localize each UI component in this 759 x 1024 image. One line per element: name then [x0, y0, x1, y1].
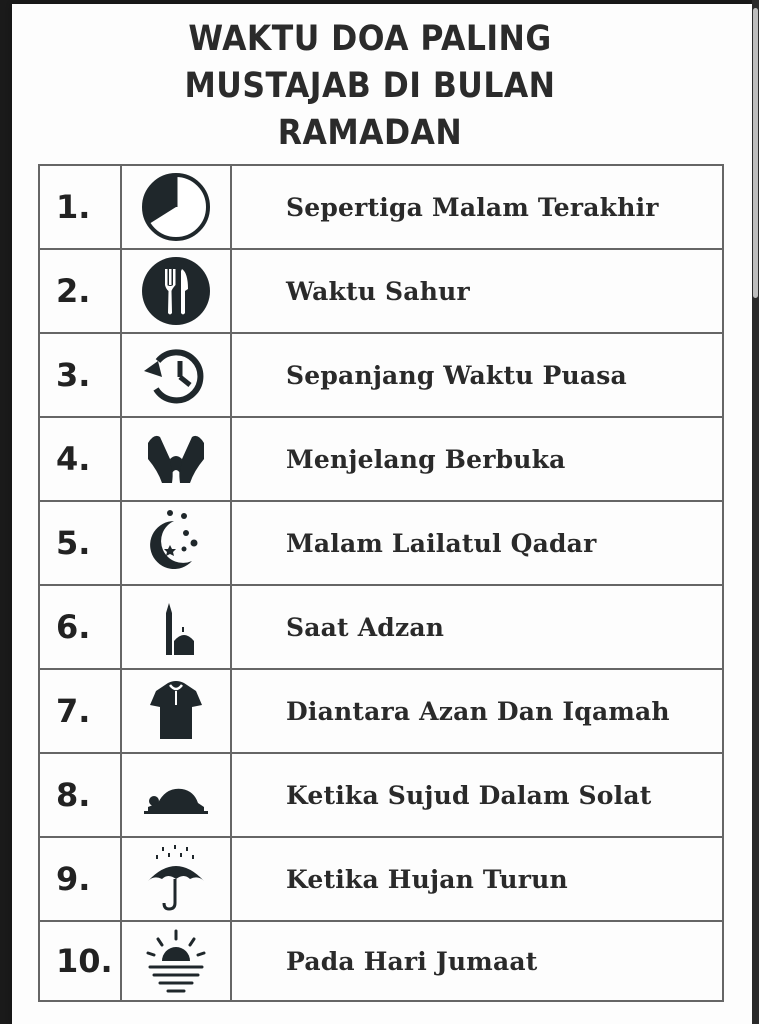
row-number: 10.: [39, 921, 121, 1001]
row-label: Malam Lailatul Qadar: [231, 501, 723, 585]
title-line-2: MUSTAJAB DI BULAN: [184, 66, 556, 106]
table-row: [39, 249, 723, 333]
row-number: 2.: [39, 249, 121, 333]
clock-third-icon: [140, 171, 212, 243]
fork-knife-icon: [140, 255, 212, 327]
row-label: Diantara Azan Dan Iqamah: [231, 669, 723, 753]
row-label: Pada Hari Jumaat: [231, 921, 723, 1001]
page-title: [48, 16, 692, 157]
row-label: Ketika Hujan Turun: [231, 837, 723, 921]
mosque-crescent-icon: [140, 591, 212, 663]
scrollbar[interactable]: [752, 0, 759, 1024]
praying-hands-icon: [140, 423, 212, 495]
title-line-1: WAKTU DOA PALING: [188, 19, 552, 59]
sunrise-icon: [140, 925, 212, 997]
row-number: 7.: [39, 669, 121, 753]
row-number: 5.: [39, 501, 121, 585]
table-row: [39, 753, 723, 837]
row-number: 6.: [39, 585, 121, 669]
history-icon: [140, 339, 212, 411]
row-label: Ketika Sujud Dalam Solat: [231, 753, 723, 837]
row-label: Sepanjang Waktu Puasa: [231, 333, 723, 417]
crescent-stars-icon: [140, 507, 212, 579]
row-label: Sepertiga Malam Terakhir: [231, 165, 723, 249]
table-row: [39, 585, 723, 669]
row-number: 4.: [39, 417, 121, 501]
table-row: [39, 921, 723, 1001]
row-label: Menjelang Berbuka: [231, 417, 723, 501]
robe-icon: [140, 675, 212, 747]
prostrating-person-icon: [140, 759, 212, 831]
table-row: [39, 417, 723, 501]
document-page: [12, 4, 752, 1024]
row-number: 9.: [39, 837, 121, 921]
row-label: Saat Adzan: [231, 585, 723, 669]
row-number: 8.: [39, 753, 121, 837]
scrollbar-thumb[interactable]: [753, 8, 758, 298]
row-number: 1.: [39, 165, 121, 249]
row-label: Waktu Sahur: [231, 249, 723, 333]
table-row: [39, 501, 723, 585]
row-number: 3.: [39, 333, 121, 417]
table-row: [39, 837, 723, 921]
prayer-times-table: [38, 164, 724, 1002]
table-row: [39, 669, 723, 753]
table-row: [39, 165, 723, 249]
umbrella-rain-icon: [140, 843, 212, 915]
title-line-3: RAMADAN: [277, 113, 463, 153]
table-row: [39, 333, 723, 417]
